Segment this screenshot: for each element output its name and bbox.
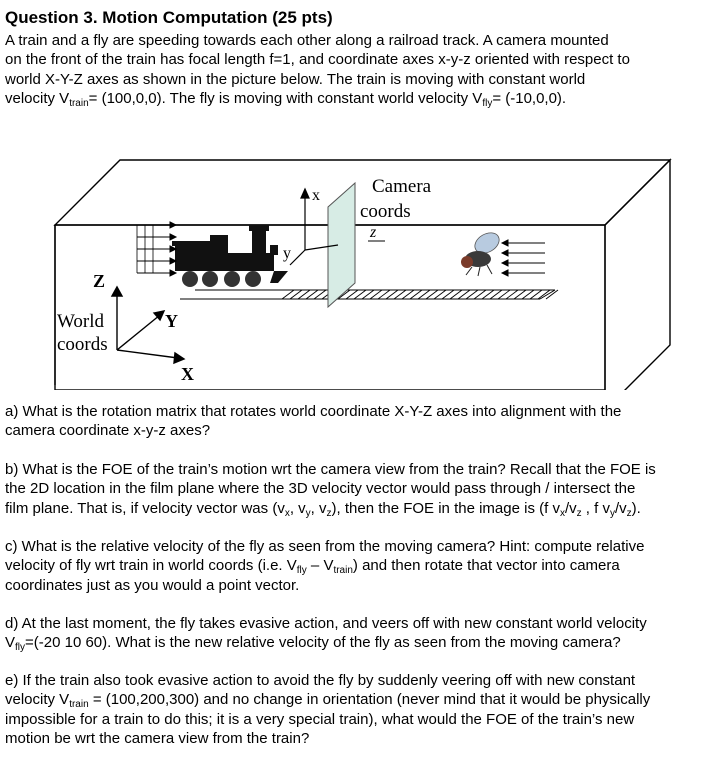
question-line [5, 690, 703, 709]
text: film plane. That is, if velocity vector was (v [5, 499, 285, 517]
question-line [5, 633, 703, 652]
text: velocity V [5, 691, 70, 709]
camera-x-label: x [312, 187, 320, 204]
train-motion-arrows [137, 222, 176, 276]
text: , v [310, 499, 327, 517]
intro-line [5, 89, 705, 108]
camera-coords-label: Camera [372, 176, 432, 197]
camera-coords-label: coords [360, 201, 411, 222]
subscript: train [333, 565, 353, 577]
question-line: the 2D location in the film plane where the 3D velocity vector would pass through / intersect the [5, 480, 636, 498]
subscript: z [576, 507, 582, 519]
world-X-label: X [181, 364, 194, 384]
question-line [5, 499, 703, 518]
intro-line: world X-Y-Z axes as shown in the picture below. The train is moving with constant world [5, 70, 586, 88]
question-title: Question 3. Motion Computation (25 pts) [5, 8, 333, 27]
subscript: x [559, 507, 565, 519]
text: = (-10,0,0). [492, 90, 567, 108]
question-line: c) What is the relative velocity of the fly as seen from the moving camera? Hint: compute relative [5, 538, 645, 555]
fly-icon [461, 229, 503, 276]
train-fly-diagram [0, 125, 706, 390]
question-line: impossible for a train to do this; it is a very special train), what would the FOE of the train’s new [5, 710, 635, 728]
question-c [5, 537, 703, 595]
text: ), then the FOE in the image is (f v [331, 499, 560, 517]
scene-box [55, 160, 670, 390]
question-b [5, 460, 703, 518]
text: , v [289, 499, 306, 517]
text: = (100,200,300) and no change in orientation (never mind that it would be physically [88, 691, 651, 709]
subscript: fly [482, 98, 493, 110]
camera-z-label: z [370, 224, 377, 241]
world-Y-label: Y [165, 311, 178, 331]
camera-image-plane [328, 183, 355, 307]
question-a [5, 402, 703, 441]
text: ) and then rotate that vector into camera [352, 557, 620, 575]
subscript: z [326, 507, 332, 519]
question-line: a) What is the rotation matrix that rotates world coordinate X-Y-Z axes into alignment with the [5, 403, 622, 420]
camera-y-label: y [283, 245, 291, 262]
text: V [5, 634, 16, 652]
text: velocity of fly wrt train in world coords (i.e. V [5, 557, 297, 575]
subscript: x [284, 507, 290, 519]
text: – V [306, 557, 334, 575]
question-line: e) If the train also took evasive action to avoid the fly by suddenly veering off with new constant [5, 672, 636, 689]
text: =(-20 10 60). What is the new relative velocity of the fly as seen from the moving camera? [25, 634, 621, 652]
intro-paragraph [5, 31, 705, 109]
question-line: b) What is the FOE of the train’s motion wrt the camera view from the train? Recall that the FOE is [5, 461, 656, 478]
question-line: camera coordinate x-y-z axes? [5, 422, 211, 440]
box-side-face [605, 160, 670, 390]
subscript: z [626, 507, 632, 519]
track-ties [282, 290, 558, 299]
subscript: train [69, 699, 89, 711]
subscript: train [69, 98, 89, 110]
question-line: motion be wrt the camera view from the train? [5, 730, 310, 748]
text: velocity V [5, 90, 70, 108]
subscript: y [609, 507, 615, 519]
question-line [5, 556, 703, 575]
subscript: fly [15, 642, 26, 654]
text: /v [564, 499, 577, 517]
text: /v [614, 499, 627, 517]
train-icon [172, 225, 288, 287]
question-line: d) At the last moment, the fly takes evasive action, and veers off with new constant world velocity [5, 615, 647, 632]
text: ). [631, 499, 641, 517]
question-d [5, 614, 703, 653]
world-coords-label: World [57, 311, 105, 332]
fly-motion-arrows [502, 240, 545, 276]
subscript: y [305, 507, 311, 519]
world-coords-label: coords [57, 334, 108, 355]
text: , f v [581, 499, 610, 517]
text: = (100,0,0). The fly is moving with constant world velocity V [88, 90, 483, 108]
world-Z-label: Z [93, 271, 106, 291]
question-line: coordinates just as you would a point vector. [5, 576, 300, 594]
intro-line: A train and a fly are speeding towards each other along a railroad track. A camera mounted [5, 32, 609, 49]
intro-line: on the front of the train has focal length f=1, and coordinate axes x-y-z oriented with respect to [5, 51, 630, 69]
subscript: fly [296, 565, 307, 577]
question-e [5, 671, 703, 749]
